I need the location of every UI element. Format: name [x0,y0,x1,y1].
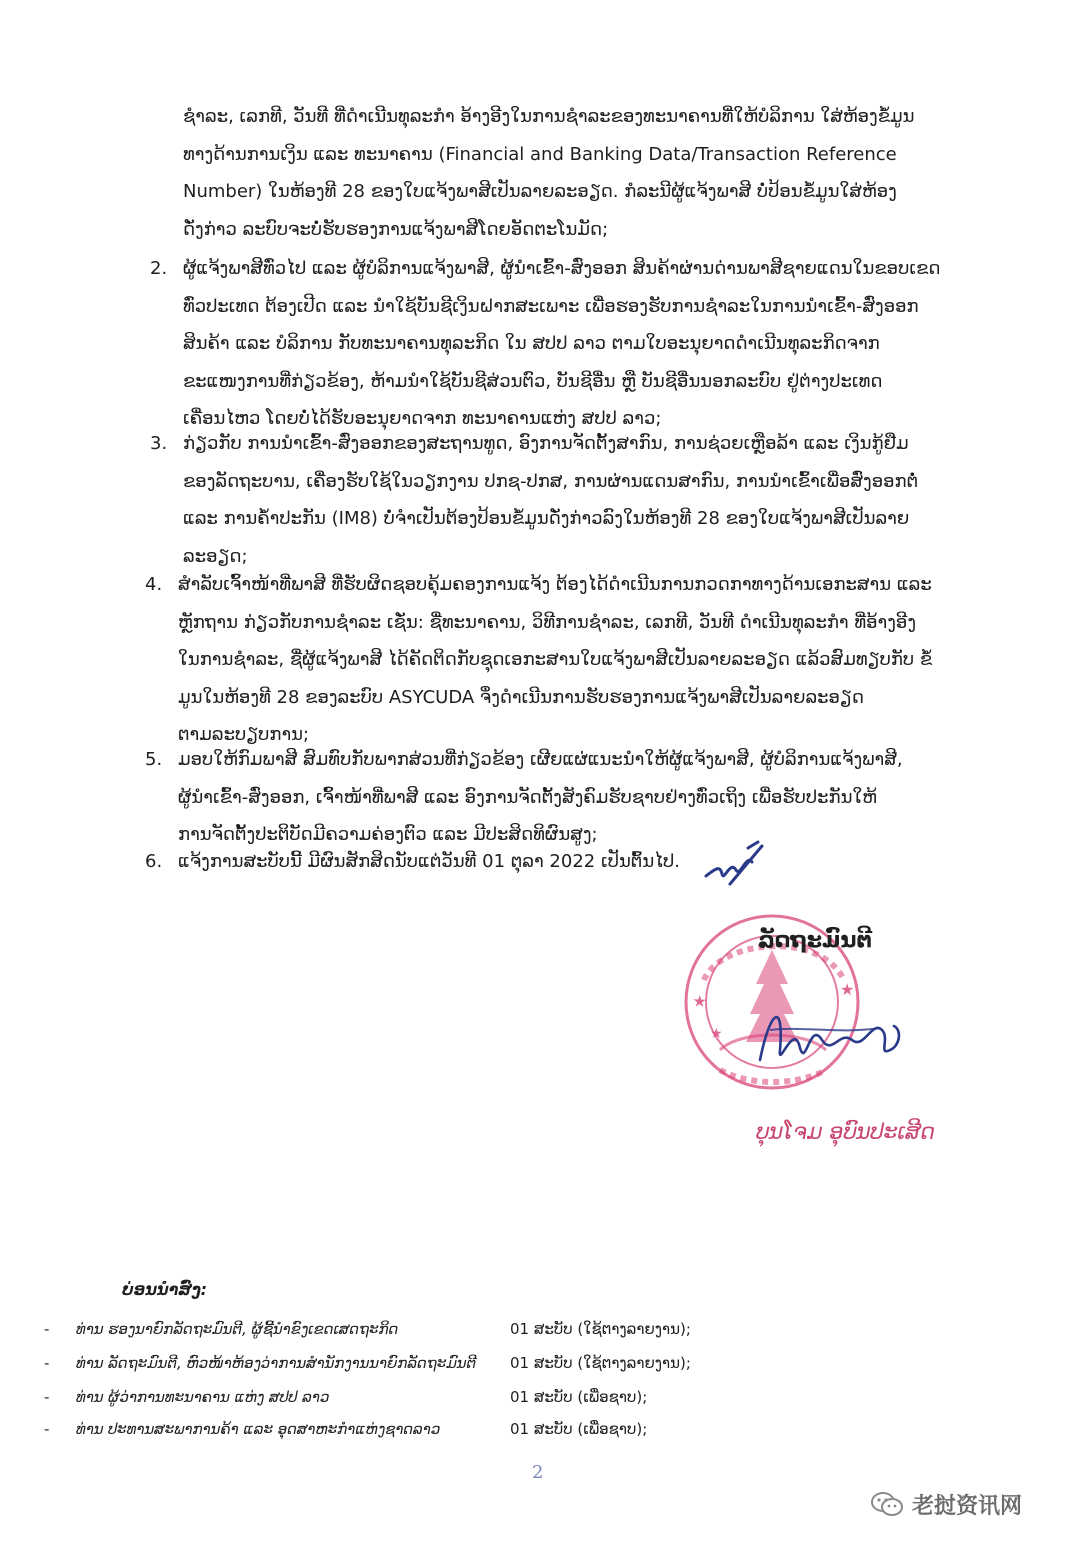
paragraph-line: Number) ໃນຫ້ອງທີ 28 ຂອງໃບແຈ້ງພາສີເປັນລາຍລະອຽດ. ກໍລະນີຜູ້ແຈ້ງພາສີ ບໍ່ປ້ອນຂໍ້ມູນໃສ່ຫ້ອງ [183,181,897,202]
copies: 01 ສະບັບ (ໃຊ້ຕາງລາຍງານ); [510,1354,691,1372]
recipient: ທ່ານ ຜູ້ວ່າການທະນາຄານ ແຫ່ງ ສປປ ລາວ [76,1388,330,1406]
list-item [178,843,975,881]
item-number: 5. [145,749,163,770]
distribution-row [0,1320,1080,1350]
bullet-dash: - [44,1320,50,1338]
paragraph-line: ກ່ຽວກັບ ການນໍາເຂົ້າ-ສົ່ງອອກຂອງສະຖານທູດ, ອົງການຈັດຕັ້ງສາກົນ, ການຊ່ວຍເຫຼືອລ້າ ແລະ ເງິນກູ້ຢືມ [183,433,909,454]
handwritten-signature [740,990,910,1080]
paragraph-line: ມູນໃນຫ້ອງທີ 28 ຂອງລະບົບ ASYCUDA ຈຶ່ງດໍາເນີນການຮັບຮອງການແຈ້ງພາສີເປັນລາຍລະອຽດ [178,686,864,708]
paragraph-line: ມອບໃຫ້ກົມພາສີ ສົມທົບກັບພາກສ່ວນທີ່ກ່ຽວຂ້ອງ ເຜີຍແຜ່ແນະນໍາໃຫ້ຜູ້ແຈ້ງພາສີ, ຜູ້ບໍລິການແຈ້ງພາສີ, [178,749,903,770]
copies: 01 ສະບັບ (ເພື່ອຊາບ); [510,1388,648,1406]
paragraph-line: ທົ່ວປະເທດ ຕ້ອງເປີດ ແລະ ນໍາໃຊ້ບັນຊີເງິນຝາກສະເພາະ ເພື່ອຮອງຮັບການຊໍາລະໃນການນໍາເຂົ້າ-ສົ່ງອອກ [183,295,919,317]
paragraph-line: ຂະແໜງການທີ່ກ່ຽວຂ້ອງ, ຫ້າມນໍາໃຊ້ບັນຊີສ່ວນຕົວ, ບັນຊີອື່ນ ຫຼື ບັນຊີອື່ນນອກລະບົບ ຢູ່ຕ່າງປະເທດ [183,370,883,392]
paragraph-line: ເຄື່ອນໄຫວ ໂດຍບໍ່ໄດ້ຮັບອະນຸຍາດຈາກ ທະນາຄານແຫ່ງ ສປປ ລາວ; [183,408,662,429]
recipient: ທ່ານ ລັດຖະມົນຕີ, ຫົວໜ້າຫ້ອງວ່າການສໍານັກງານນາຍົກລັດຖະມົນຕີ [76,1354,477,1372]
initial-mark-icon [700,840,770,890]
continuation-paragraph [183,98,975,248]
item-number: 6. [145,851,163,872]
svg-text:★: ★ [840,980,855,999]
recipient: ທ່ານ ປະທານສະພາການຄ້າ ແລະ ອຸດສາຫະກໍາແຫ່ງຊາດລາວ [76,1420,441,1438]
copies: 01 ສະບັບ (ໃຊ້ຕາງລາຍງານ); [510,1320,691,1338]
page-number: 2 [532,1462,544,1483]
list-item [183,250,975,438]
list-item [178,741,975,854]
item-number: 3. [150,433,168,454]
distribution-row [0,1388,1080,1418]
paragraph-line: ຜູ້ແຈ້ງພາສີທົ່ວໄປ ແລະ ຜູ້ບໍລິການແຈ້ງພາສີ, ຜູ້ນໍາເຂົ້າ-ສົ່ງອອກ ສິນຄ້າຜ່ານດ່ານພາສີຊາຍແດນໃນຂອບເຂດ [183,258,941,279]
recipient: ທ່ານ ຮອງນາຍົກລັດຖະມົນຕີ, ຜູ້ຊີ້ນໍາຂົງເຂດເສດຖະກິດ [76,1320,399,1338]
paragraph-line: ຊໍາລະ, ເລກທີ, ວັນທີ ທີ່ດໍາເນີນທຸລະກໍາ ອ້າງອີງໃນການຊໍາລະຂອງທະນາຄານທີ່ໃຫ້ບໍລິການ ໃສ່ຫ້ອງຂໍ້ມູນ [183,106,915,127]
svg-text:★: ★ [710,1026,723,1042]
watermark-text: 老挝资讯网 [912,1493,1023,1519]
paragraph-line: ໃນການຊໍາລະ, ຊື່ຜູ້ແຈ້ງພາສີ ໄດ້ຄັດຕິດກັບຊຸດເອກະສານໃບແຈ້ງພາສີເປັນລາຍລະອຽດ ແລ້ວສົມທຽບກັບ ຂໍ້ [178,649,933,670]
paragraph-line: ທາງດ້ານການເງິນ ແລະ ທະນາຄານ (Financial and Banking Data/Transaction Reference [183,143,897,165]
svg-text:★: ★ [687,991,711,1012]
distribution-row [0,1354,1080,1384]
paragraph-line: ຜູ້ນໍາເຂົ້າ-ສົ່ງອອກ, ເຈົ້າໜ້າທີ່ພາສີ ແລະ ອົງການຈັດຕັ້ງສັງຄົມຮັບຊາບຢ່າງທົ່ວເຖິງ ເພື່ອຮັບປະກັນໃຫ້ [178,786,878,808]
paragraph-line: ແລະ ການຄໍ້າປະກັນ (IM8) ບໍ່ຈໍາເປັນຕ້ອງປ້ອນຂໍ້ມູນດັ່ງກ່າວລົງໃນຫ້ອງທີ 28 ຂອງໃບແຈ້ງພາສີເປັນລາຍ [183,508,910,529]
signatory-title: ລັດຖະມົນຕີ [758,928,872,953]
item-number: 2. [150,258,168,279]
bullet-dash: - [44,1388,50,1406]
paragraph-line: ສໍາລັບເຈົ້າໜ້າທີ່ພາສີ ທີ່ຮັບຜິດຊອບຄຸ້ມຄອງການແຈ້ງ ຕ້ອງໄດ້ດໍາເນີນການກວດກາທາງດ້ານເອກະສານ ແລະ [178,574,932,595]
signatory-name: ບຸນໂຈມ ອຸບົນປະເສີດ [756,1120,935,1145]
top-edge-artifact [0,0,1080,4]
paragraph-line: ຂອງລັດຖະບານ, ເຄື່ອງຮັບໃຊ້ໃນວຽກງານ ປກຊ-ປກສ, ການຜ່ານແດນສາກົນ, ການນໍາເຂົ້າເພື່ອສົ່ງອອກຕໍ່ [183,470,919,492]
distribution-title: ບ່ອນນໍາສົ່ງ: [122,1280,208,1299]
copies: 01 ສະບັບ (ເພື່ອຊາບ); [510,1420,648,1438]
bullet-dash: - [44,1354,50,1372]
list-item [178,566,975,754]
paragraph-line: ລະອຽດ; [183,545,248,567]
bullet-dash: - [44,1420,50,1438]
paragraph-line: ຫຼັກຖານ ກ່ຽວກັບການຊໍາລະ ເຊັ່ນ: ຊື່ທະນາຄານ, ວິທີການຊໍາລະ, ເລກທີ, ວັນທີ ດໍາເນີນທຸລະກໍາ ທີ່ອ້າງອີງ [178,611,916,633]
wechat-icon [870,1490,904,1518]
watermark [870,1486,1022,1522]
paragraph-line: ຕາມລະບຽບການ; [178,724,310,745]
paragraph-line: ດັ່ງກ່າວ ລະບົບຈະບໍ່ຮັບຮອງການແຈ້ງພາສີໂດຍອັດຕະໂນມັດ; [183,218,609,240]
paragraph-line: ສິນຄ້າ ແລະ ບໍລິການ ກັບທະນາຄານທຸລະກິດ ໃນ ສປປ ລາວ ຕາມໃບອະນຸຍາດດໍາເນີນທຸລະກິດຈາກ [183,333,880,354]
paragraph-line: ແຈ້ງການສະບັບນີ້ ມີຜົນສັກສິດນັບແຕ່ວັນທີ 01 ຕຸລາ 2022 ເປັນຕົ້ນໄປ. [178,851,681,872]
paragraph-line: ການຈັດຕັ້ງປະຕິບັດມີຄວາມຄ່ອງຕົວ ແລະ ມີປະສິດທິຜົນສູງ; [178,824,598,845]
item-number: 4. [145,574,163,595]
distribution-row [0,1420,1080,1450]
list-item [183,425,975,575]
